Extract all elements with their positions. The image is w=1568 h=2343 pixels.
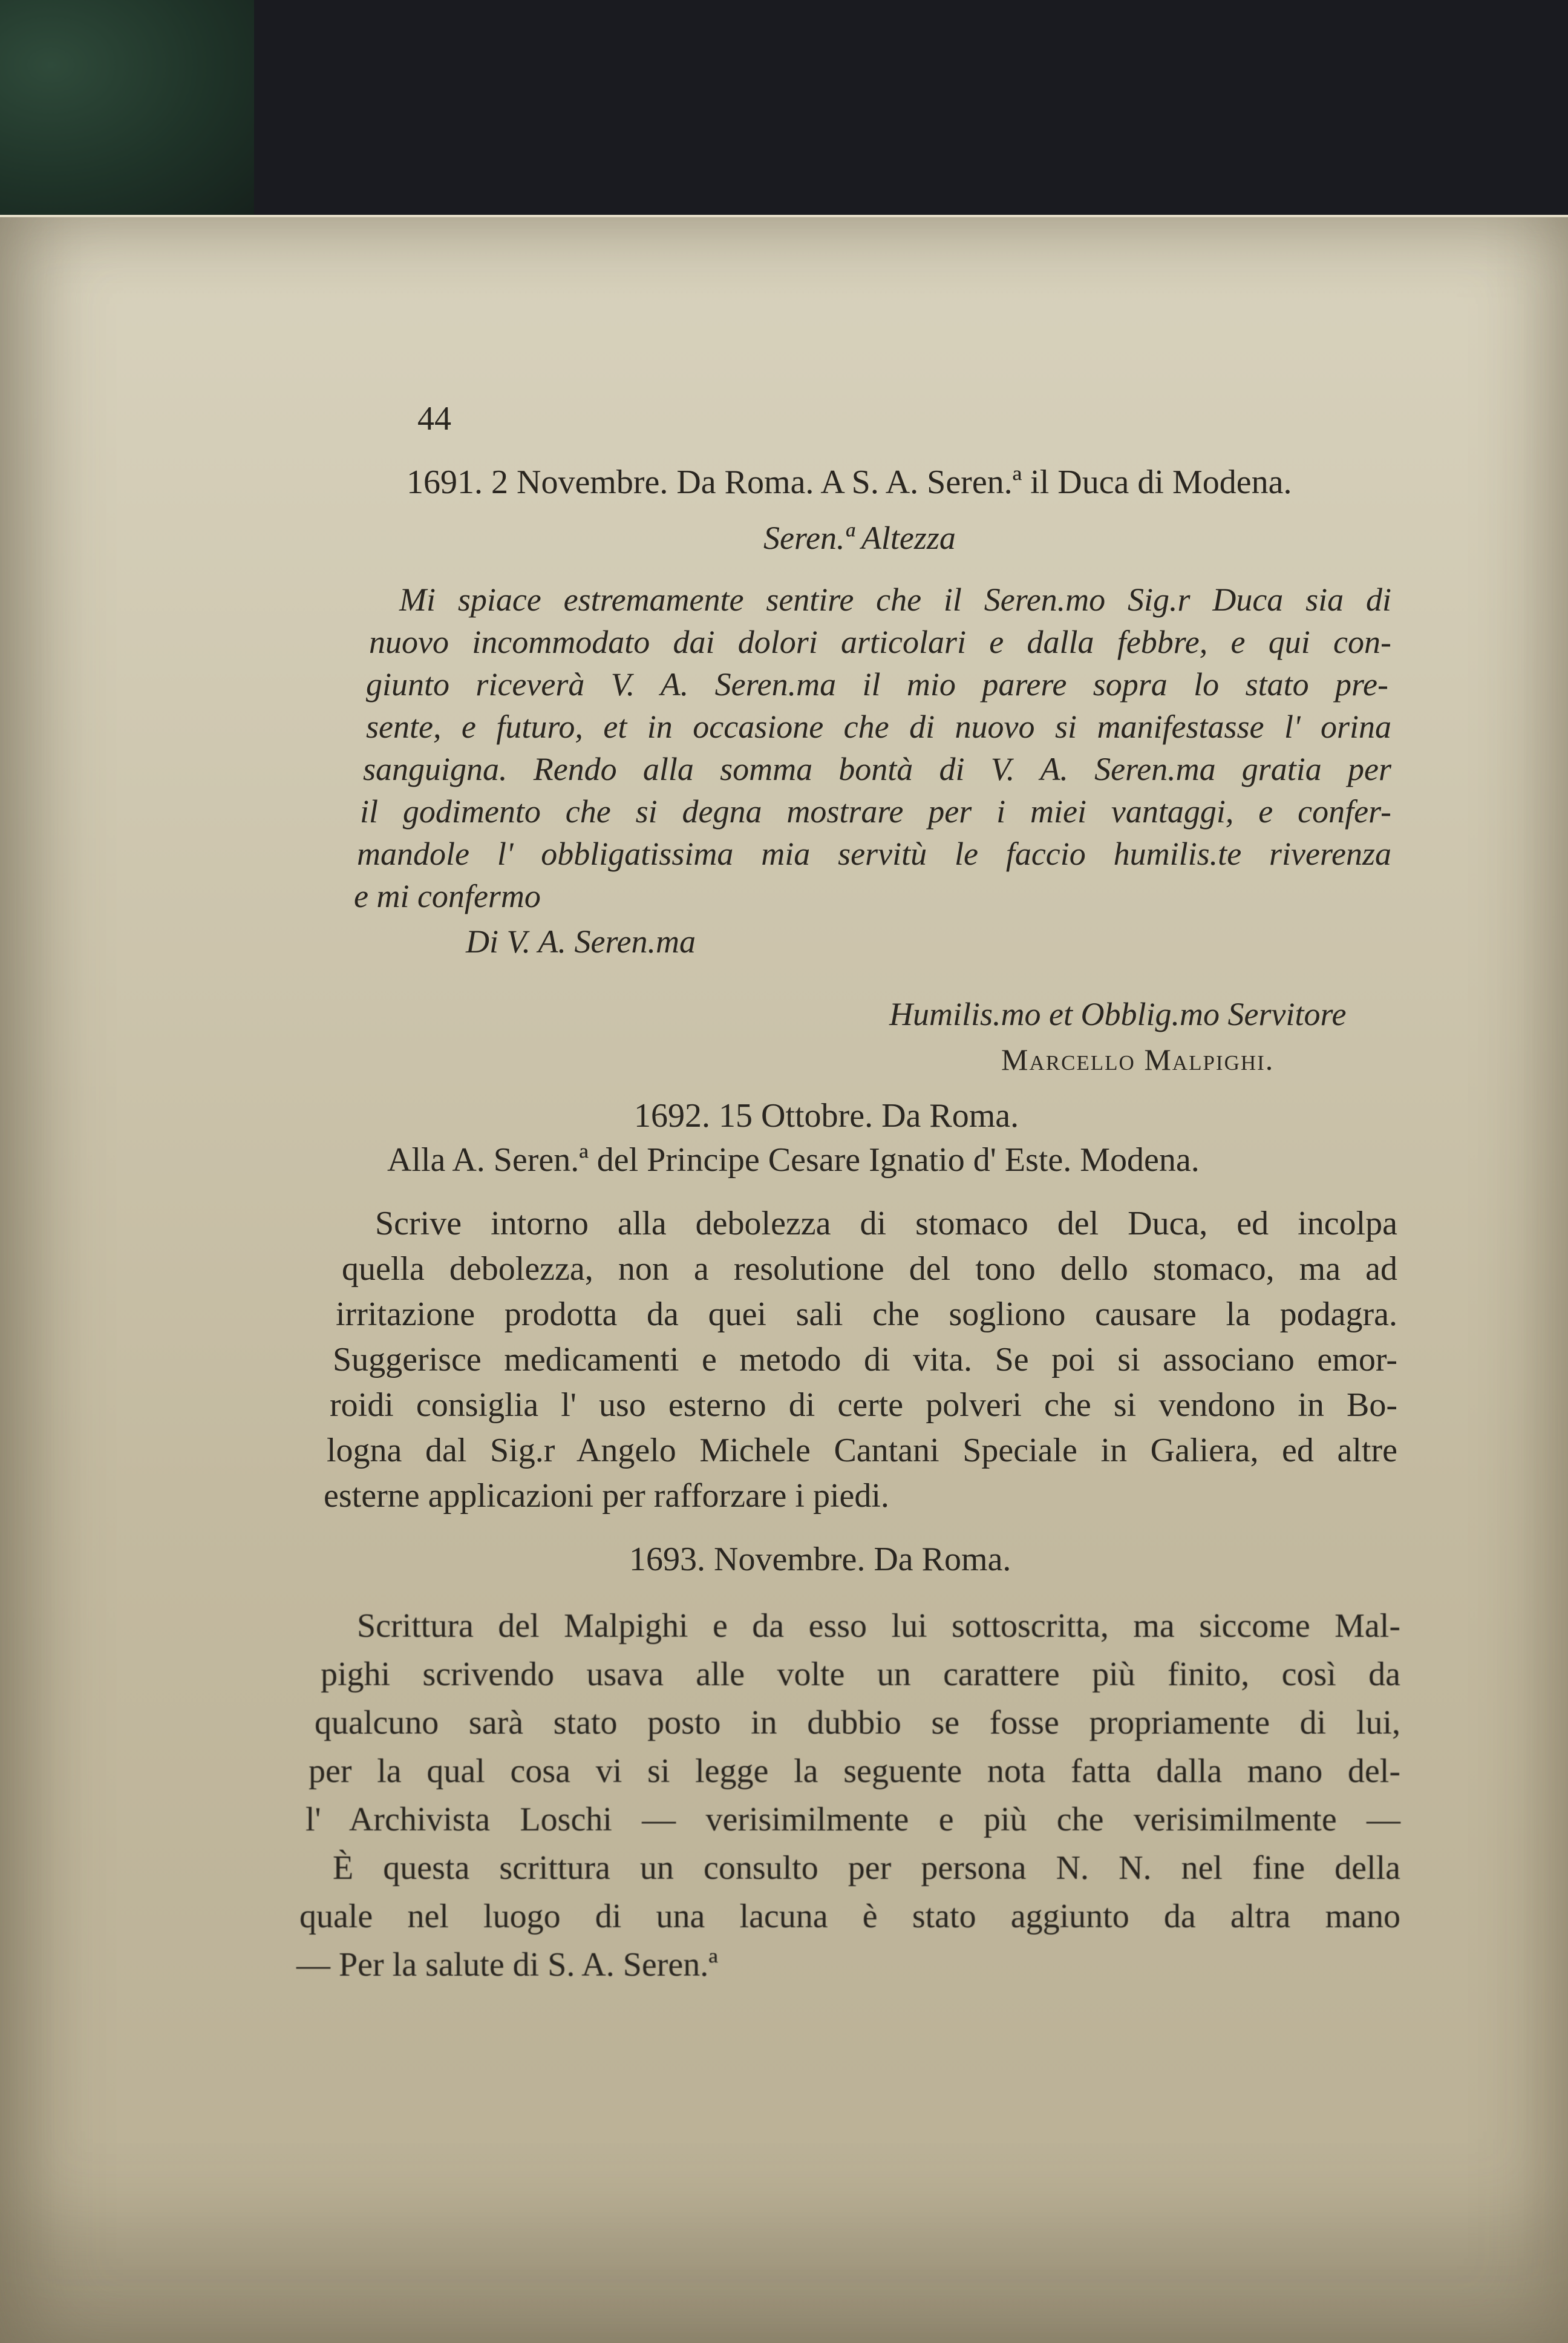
letter3-line: — Per la salute di S. A. Seren.ª — [296, 1946, 718, 1984]
letter2-heading: 1692. 15 Ottobre. Da Roma. — [634, 1097, 1019, 1135]
letter2-line: roidi consiglia l' uso esterno di certe polveri che si vendono in Bo- — [330, 1386, 1397, 1424]
letter1-line: sanguigna. Rendo alla somma bontà di V. A. Seren.ma gratia per — [363, 751, 1391, 787]
letter1-line: il godimento che si degna mostrare per i miei vantaggi, e confer- — [360, 793, 1391, 830]
letter3-line: per la qual cosa vi si legge la seguente nota fatta dalla mano del- — [309, 1752, 1400, 1790]
letter1-signature-title: Humilis.mo et Obblig.mo Servitore — [889, 996, 1347, 1032]
letter2-line: quella debolezza, non a resolutione del tono dello stomaco, ma ad — [342, 1250, 1397, 1288]
letter1-line: e mi confermo — [354, 878, 541, 914]
letter1-heading: 1691. 2 Novembre. Da Roma. A S. A. Seren.ª il Duca di Modena. — [407, 464, 1292, 501]
letter1-line: nuovo incommodato dai dolori articolari e dalla febbre, e qui con- — [369, 624, 1391, 660]
letter2-line: Suggerisce medicamenti e metodo di vita. Se poi si associano emor- — [333, 1341, 1397, 1378]
letter3-line: l' Archivista Loschi — verisimilmente e più che verisimilmente — — [305, 1801, 1400, 1838]
background-cloth — [0, 0, 254, 218]
letter3-heading: 1693. Novembre. Da Roma. — [629, 1541, 1011, 1578]
letter1-line: giunto riceverà V. A. Seren.ma il mio parere sopra lo stato pre- — [366, 666, 1388, 703]
letter1-line: sente, e futuro, et in occasione che di nuovo si manifestasse l' orina — [366, 709, 1391, 745]
letter2-line: logna dal Sig.r Angelo Michele Cantani Speciale in Galiera, ed altre — [327, 1432, 1397, 1469]
letter3-line: È questa scrittura un consulto per persona N. N. nel fine della — [333, 1849, 1400, 1887]
letter2-line: esterne applicazioni per rafforzare i piedi. — [324, 1477, 889, 1515]
letter1-signature-name: Marcello Malpighi. — [1001, 1043, 1275, 1076]
letter1-line: mandole l' obbligatissima mia servitù le faccio humilis.te riverenza — [357, 836, 1391, 872]
letter2-recipient: Alla A. Seren.ª del Principe Cesare Ignatio d' Este. Modena. — [387, 1141, 1200, 1179]
letter3-line: Scrittura del Malpighi e da esso lui sottoscritta, ma siccome Mal- — [357, 1607, 1400, 1645]
letter2-line: Scrive intorno alla debolezza di stomaco del Duca, ed incolpa — [375, 1205, 1397, 1242]
letter3-line: qualcuno sarà stato posto in dubbio se fosse propriamente di lui, — [315, 1704, 1400, 1742]
letter1-closing: Di V. A. Seren.ma — [466, 923, 696, 960]
letter1-salutation: Seren.ª Altezza — [763, 520, 956, 556]
page-number: 44 — [417, 400, 451, 437]
letter2-line: irritazione prodotta da quei sali che sogliono causare la podagra. — [336, 1296, 1397, 1333]
letter3-line: quale nel luogo di una lacuna è stato aggiunto da altra mano — [299, 1898, 1400, 1935]
letter1-line: Mi spiace estremamente sentire che il Seren.mo Sig.r Duca sia di — [399, 582, 1391, 618]
letter3-line: pighi scrivendo usava alle volte un carattere più finito, così da — [321, 1656, 1400, 1693]
